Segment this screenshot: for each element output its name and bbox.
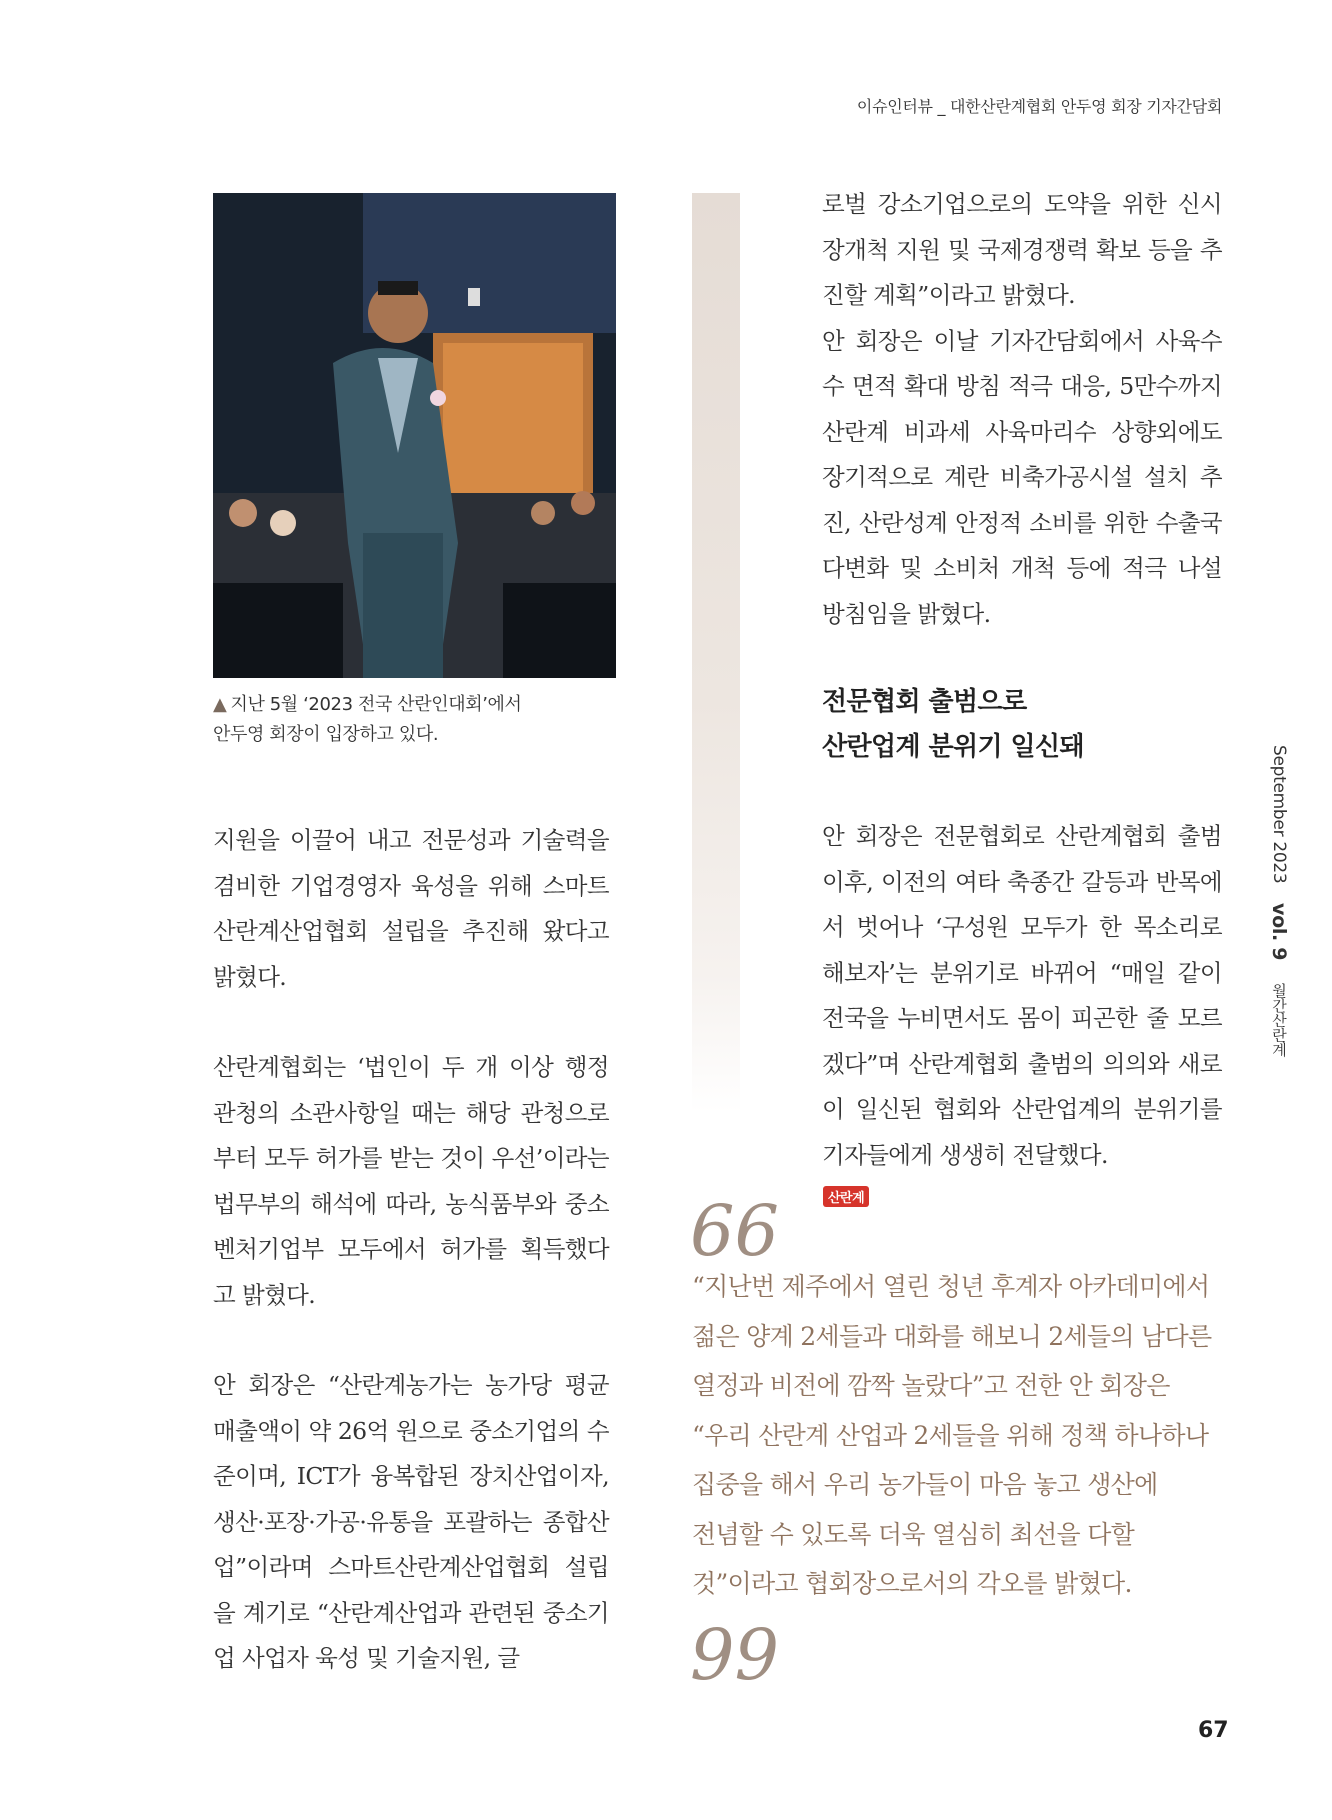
triangle-icon: ▲ [213, 694, 227, 715]
magazine-logo: 산란계 [823, 1186, 869, 1207]
open-quote-mark: 66 [690, 1190, 780, 1272]
page-number: 67 [1198, 1718, 1229, 1743]
side-folio [1268, 745, 1290, 1056]
left-column [213, 818, 609, 1727]
quote-line: “지난번 제주에서 열린 청년 후계자 아카데미에서 [692, 1272, 1210, 1301]
right-column-bottom [822, 814, 1222, 1178]
caption-line-1: 지난 5월 ‘2023 전국 산란인대회’에서 [230, 694, 522, 715]
quote-line: 전념할 수 있도록 더욱 열심히 최선을 다할 [692, 1519, 1135, 1549]
quote-line: 집중을 해서 우리 농가들이 마음 놓고 생산에 [692, 1470, 1158, 1499]
section-header: 이슈인터뷰 _ 대한산란계협회 안두영 회장 기자간담회 [856, 97, 1222, 116]
magazine-name: 월간산란계 [1270, 982, 1288, 1057]
right-paragraph-3: 안 회장은 전문협회로 산란계협회 출범 이후, 이전의 여타 축종간 갈등과 반목에서 벗어나 ‘구성원 모두가 한 목소리로 해보자’는 분위기로 바뀌어 “매일 같이 전국을 누비면서도 몸이 피곤한 줄 모르겠다”며 산란계협회 출범의 의의와 새로이 일신된 협회와 산란업계의 분위기를 기자들에게 생생히 전달했다. [822, 822, 1222, 1169]
subheading-line-2: 산란업계 분위기 일신돼 [822, 732, 1085, 762]
quote-line: 것”이라고 협회장으로서의 각오를 밝혔다. [692, 1569, 1132, 1598]
subheading-line-1: 전문협회 출범으로 [822, 687, 1027, 717]
close-quote-mark: 99 [690, 1614, 780, 1696]
left-paragraph-2: 산란계협회는 ‘법인이 두 개 이상 행정 관청의 소관사항일 때는 해당 관청으로부터 모두 허가를 받는 것이 우선’이라는 법무부의 해석에 따라, 농식품부와 중소벤처기업부 모두에서 허가를 획득했다고 밝혔다. [213, 1053, 609, 1309]
photo-caption [213, 690, 643, 750]
left-paragraph-3: 안 회장은 “산란계농가는 농가당 평균 매출액이 약 26억 원으로 중소기업의 수준이며, ICT가 융복합된 장치산업이자, 생산·포장·가공·유통을 포괄하는 종합산업”이라며 스마트산란계산업협회 설립을 계기로 “산란계산업과 관련된 중소기업 사업자 육성 및 기술지원, 글 [213, 1371, 609, 1672]
caption-line-2: 안두영 회장이 입장하고 있다. [213, 724, 439, 745]
quote-line: 열정과 비전에 깜짝 놀랐다”고 전한 안 회장은 [692, 1371, 1170, 1400]
right-column-top [822, 182, 1222, 637]
accent-bar [692, 193, 740, 1113]
right-paragraph-2: 안 회장은 이날 기자간담회에서 사육수수 면적 확대 방침 적극 대응, 5만수까지 산란계 비과세 사육마리수 상향외에도 장기적으로 계란 비축가공시설 설치 추진, 산란성계 안정적 소비를 위한 수출국 다변화 및 소비처 개척 등에 적극 나설 방침임을 밝혔다. [822, 326, 1222, 628]
chairman-photo [213, 193, 616, 678]
issue-date: September 2023 [1269, 745, 1289, 884]
subheading [822, 680, 1222, 770]
pull-quote [692, 1262, 1232, 1609]
quote-line: 젊은 양계 2세들과 대화를 해보니 2세들의 남다른 [692, 1321, 1212, 1351]
volume-number: vol. 9 [1268, 902, 1290, 960]
quote-line: “우리 산란계 산업과 2세들을 위해 정책 하나하나 [692, 1420, 1209, 1450]
right-paragraph-1: 로벌 강소기업으로의 도약을 위한 신시장개척 지원 및 국제경쟁력 확보 등을 추진할 계획”이라고 밝혔다. [822, 190, 1222, 309]
left-paragraph-1: 지원을 이끌어 내고 전문성과 기술력을 겸비한 기업경영자 육성을 위해 스마트 산란계산업협회 설립을 추진해 왔다고 밝혔다. [213, 826, 609, 991]
